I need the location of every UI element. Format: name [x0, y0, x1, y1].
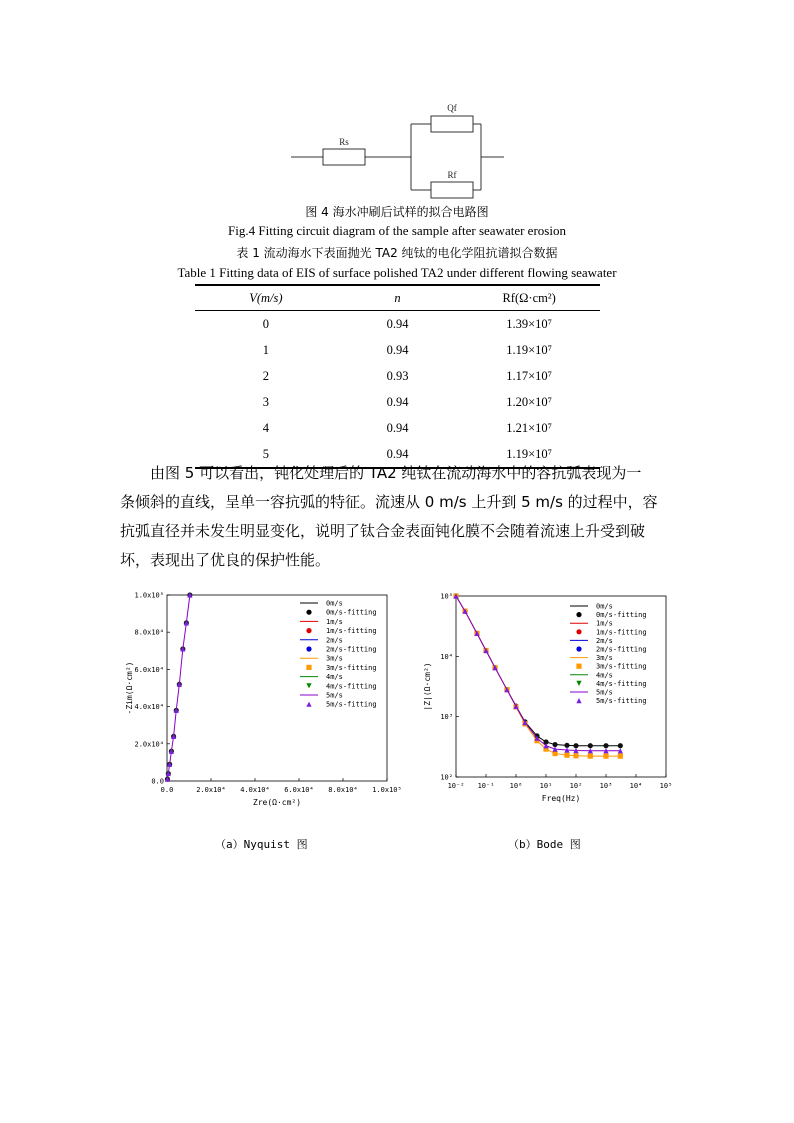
- legend-label: 3m/s-fitting: [326, 663, 377, 672]
- legend-label: 2m/s-fitting: [596, 645, 647, 654]
- column-header-rf: Rf(Ω·cm²): [458, 285, 600, 311]
- legend-marker-swatch: [576, 698, 581, 703]
- paragraph-line: 抗弧直径并未发生明显变化，说明了钛合金表面钝化膜不会随着流速上升受到破: [120, 522, 646, 540]
- x-axis-label: Freq(Hz): [541, 794, 581, 803]
- figure-4-caption-cn: 图 4 海水冲刷后试样的拟合电路图: [305, 205, 489, 219]
- legend-label: 3m/s: [326, 654, 343, 663]
- legend-marker-swatch: [306, 628, 311, 633]
- bode-chart: [418, 585, 678, 815]
- rs-resistor-symbol: [323, 149, 365, 165]
- legend-label: 3m/s-fitting: [596, 662, 647, 671]
- y-axis-label: |Z|(Ω·cm²): [423, 662, 432, 711]
- legend-label: 0m/s: [596, 602, 613, 611]
- x-tick-label: 10³: [599, 782, 613, 790]
- legend-label: 2m/s: [326, 636, 343, 645]
- legend-label: 4m/s-fitting: [326, 682, 377, 691]
- x-tick-label: 10²: [569, 782, 583, 790]
- legend-label: 5m/s-fitting: [326, 700, 377, 709]
- legend-label: 4m/s-fitting: [596, 679, 647, 688]
- bode-subfigure-label: （b）Bode 图: [508, 838, 581, 851]
- y-axis-label: -Zim(Ω·cm²): [125, 661, 134, 715]
- y-tick-label: 10²: [440, 773, 453, 782]
- x-tick-label: 2.0x10⁴: [196, 786, 226, 794]
- legend-marker-swatch: [306, 665, 311, 670]
- y-tick-label: 10³: [440, 713, 453, 722]
- bode-data-point: [573, 743, 578, 748]
- legend-label: 1m/s-fitting: [596, 628, 647, 637]
- table-row: 1 0.94 1.19×10⁷: [262, 342, 553, 357]
- legend-marker-swatch: [576, 629, 581, 634]
- paragraph-line: 坏，表现出了优良的保护性能。: [120, 551, 331, 569]
- legend-label: 2m/s-fitting: [326, 645, 377, 654]
- qf-label: Qf: [447, 103, 457, 113]
- x-tick-label: 4.0x10⁴: [240, 786, 270, 794]
- table-row: 0 0.94 1.39×10⁷: [262, 316, 553, 331]
- legend-label: 1m/s-fitting: [326, 627, 377, 636]
- table-row: 5 0.94 1.19×10⁷: [195, 441, 600, 468]
- legend-label: 4m/s: [326, 673, 343, 682]
- y-tick-label: 10⁵: [440, 592, 453, 601]
- legend-marker-swatch: [576, 681, 581, 686]
- x-tick-label: 10⁵: [659, 782, 673, 790]
- x-tick-label: 6.0x10⁴: [284, 786, 314, 794]
- equivalent-circuit-diagram: [285, 95, 510, 200]
- column-header-velocity: V(m/s): [195, 285, 337, 311]
- x-tick-label: 10⁰: [509, 782, 523, 790]
- x-tick-label: 1.0x10⁵: [372, 786, 402, 794]
- bode-data-point: [573, 753, 578, 758]
- y-tick-label: 0.0: [151, 777, 164, 786]
- rf-label: Rf: [447, 170, 457, 180]
- x-tick-label: 10⁴: [629, 782, 643, 790]
- y-tick-label: 10⁴: [440, 652, 453, 661]
- x-tick-label: 10¹: [539, 782, 553, 790]
- legend-label: 5m/s-fitting: [596, 697, 647, 706]
- y-tick-label: 8.0x10⁴: [134, 628, 164, 637]
- eis-fitting-table: [195, 284, 600, 469]
- x-tick-label: 10⁻²: [447, 782, 465, 790]
- legend-label: 5m/s: [326, 691, 343, 700]
- x-axis-label: Zre(Ω·cm²): [252, 798, 302, 807]
- legend-label: 0m/s-fitting: [326, 608, 377, 617]
- figure-4-caption-en: Fig.4 Fitting circuit diagram of the sample after seawater erosion: [228, 223, 566, 238]
- table-row: 3 0.94 1.20×10⁷: [262, 394, 553, 409]
- table-row: 2 0.93 1.17×10⁷: [262, 368, 553, 383]
- bode-data-point: [564, 743, 569, 748]
- bode-data-point: [588, 754, 593, 759]
- table-row: 4 0.94 1.21×10⁷: [262, 420, 553, 435]
- bode-data-point: [588, 743, 593, 748]
- paragraph-line: 由图 5 可以看出，钝化处理后的 TA2 纯钛在流动海水中的容抗弧表现为一: [150, 464, 642, 482]
- rs-label: Rs: [339, 137, 349, 147]
- x-tick-label: 0.0: [160, 786, 174, 794]
- bode-data-point: [618, 743, 623, 748]
- x-tick-label: 10⁻¹: [477, 782, 495, 790]
- legend-label: 1m/s: [596, 619, 613, 628]
- bode-data-point: [564, 753, 569, 758]
- nyquist-subfigure-label: （a）Nyquist 图: [215, 838, 308, 851]
- legend-marker-swatch: [576, 612, 581, 617]
- table-header-row: [195, 285, 600, 311]
- bode-data-point: [603, 743, 608, 748]
- rf-resistor-symbol: [431, 182, 473, 198]
- legend-marker-swatch: [576, 646, 581, 651]
- legend-marker-swatch: [306, 683, 311, 688]
- legend-label: 0m/s: [326, 599, 343, 608]
- legend-marker-swatch: [576, 664, 581, 669]
- y-tick-label: 1.0x10⁵: [134, 591, 164, 600]
- legend-label: 5m/s: [596, 688, 613, 697]
- y-tick-label: 4.0x10⁴: [134, 703, 164, 712]
- bode-data-point: [552, 742, 557, 747]
- bode-data-point: [618, 754, 623, 759]
- legend-marker-swatch: [306, 702, 311, 707]
- bode-data-point: [603, 754, 608, 759]
- column-header-n: n: [337, 285, 459, 311]
- nyquist-chart: [120, 585, 420, 815]
- y-tick-label: 6.0x10⁴: [134, 665, 164, 674]
- legend-label: 1m/s: [326, 617, 343, 626]
- legend-label: 4m/s: [596, 671, 613, 680]
- legend-label: 3m/s: [596, 654, 613, 663]
- qf-element-symbol: [431, 116, 473, 132]
- legend-label: 0m/s-fitting: [596, 611, 647, 620]
- legend-label: 2m/s: [596, 636, 613, 645]
- table-1-caption-en: Table 1 Fitting data of EIS of surface polished TA2 under different flowing seawater: [177, 265, 617, 280]
- legend-marker-swatch: [306, 646, 311, 651]
- paragraph-line: 条倾斜的直线，呈单一容抗弧的特征。流速从 0 m/s 上升到 5 m/s 的过程中，容: [120, 493, 658, 511]
- x-tick-label: 8.0x10⁴: [328, 786, 358, 794]
- table-1-caption-cn: 表 1 流动海水下表面抛光 TA2 纯钛的电化学阻抗谱拟合数据: [236, 246, 558, 260]
- y-tick-label: 2.0x10⁴: [134, 740, 164, 749]
- body-paragraph: [120, 459, 676, 575]
- legend-marker-swatch: [306, 610, 311, 615]
